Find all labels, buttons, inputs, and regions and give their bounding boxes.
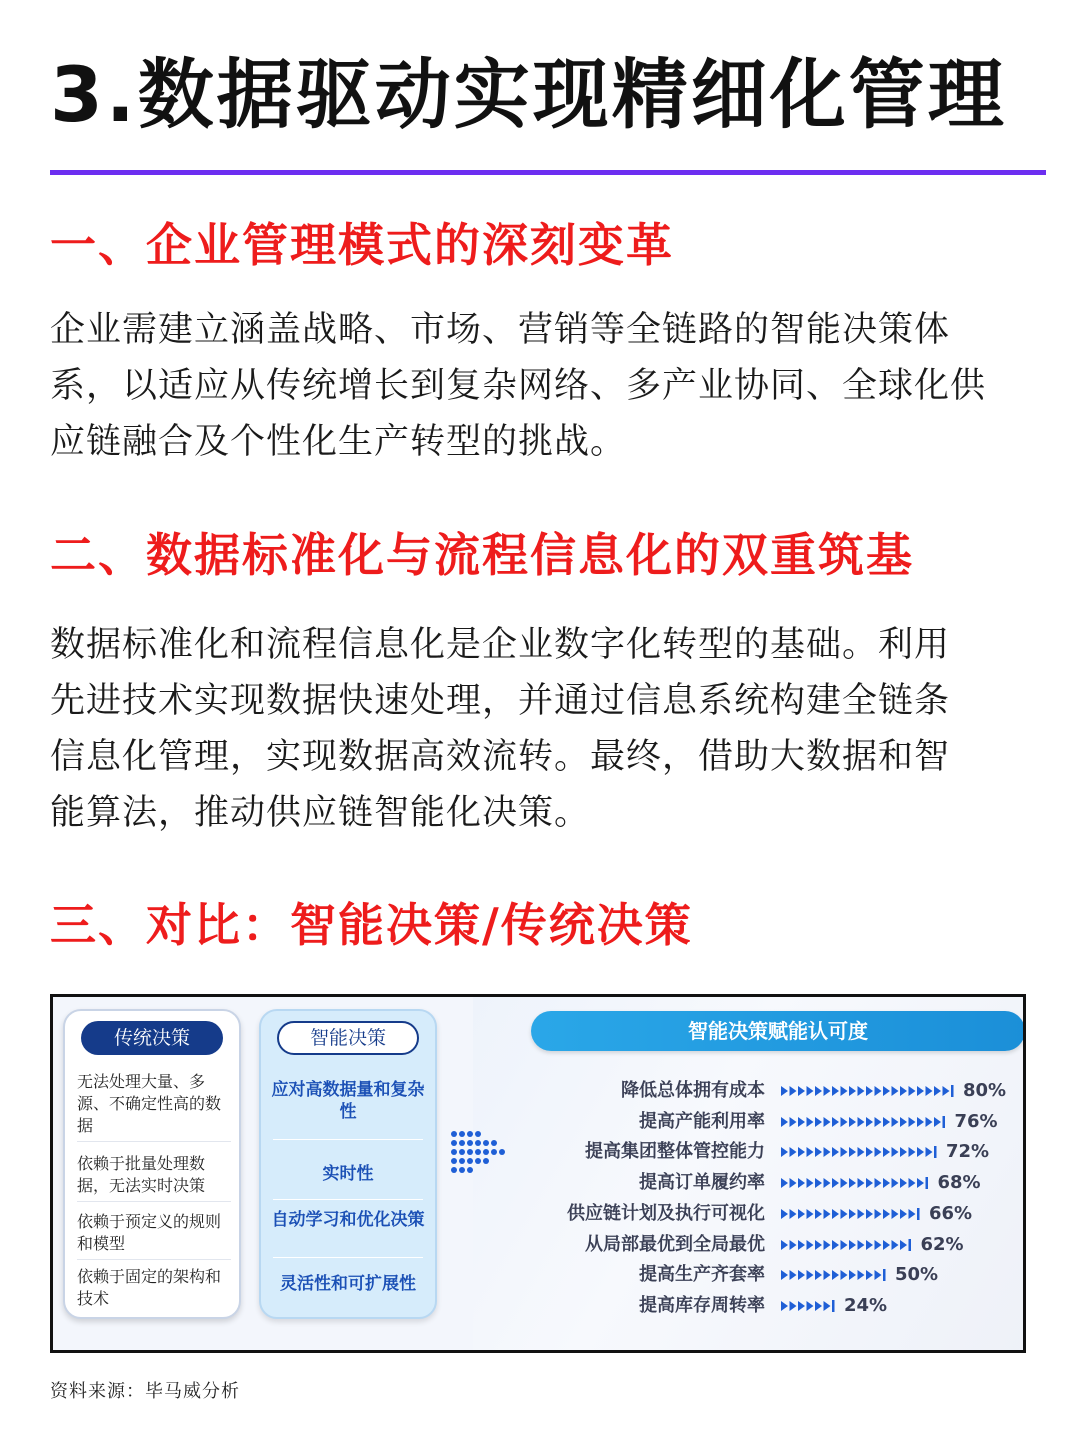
paragraph-line: 数据标准化和流程信息化是企业数字化转型的基础。利用 bbox=[50, 625, 951, 665]
bar-category-label: 降低总体拥有成本 bbox=[621, 1080, 765, 1101]
section-heading-3: 三、对比：智能决策/传统决策 bbox=[50, 898, 693, 952]
smart-divider bbox=[273, 1199, 423, 1200]
paragraph-line: 应链融合及个性化生产转型的挑战。 bbox=[50, 422, 627, 462]
dotted-arrow-icon bbox=[448, 1117, 512, 1189]
bar-value-label: 80% bbox=[963, 1080, 1007, 1101]
paragraph-line: 能算法，推动供应链智能化决策。 bbox=[50, 793, 591, 833]
bar bbox=[781, 1079, 959, 1103]
bar-category-label: 提高产能利用率 bbox=[639, 1110, 765, 1132]
arrow-dot bbox=[491, 1140, 497, 1146]
bar bbox=[781, 1140, 942, 1164]
bar-value-label: 72% bbox=[946, 1141, 990, 1163]
arrow-dot bbox=[459, 1158, 465, 1164]
arrow-dot bbox=[459, 1140, 465, 1146]
bar-value-label: 76% bbox=[954, 1110, 998, 1132]
arrow-dot bbox=[451, 1140, 457, 1146]
paragraph-line: 信息化管理，实现数据高效流转。最终，借助大数据和智 bbox=[50, 737, 951, 777]
bar-value-label: 68% bbox=[937, 1172, 981, 1194]
traditional-item: 依赖于预定义的规则和模型 bbox=[77, 1211, 231, 1260]
bar bbox=[781, 1294, 839, 1318]
arrow-dot bbox=[459, 1149, 465, 1155]
arrow-dot bbox=[475, 1149, 481, 1155]
bar-category-label: 提高订单履约率 bbox=[639, 1172, 765, 1194]
arrow-dot bbox=[467, 1149, 473, 1155]
bar-value-label: 50% bbox=[895, 1264, 939, 1286]
section-heading-1: 一、企业管理模式的深刻变革 bbox=[50, 218, 674, 272]
bar-category-label: 供应链计划及执行可视化 bbox=[567, 1202, 765, 1224]
arrow-dot bbox=[451, 1167, 457, 1173]
smart-item: 自动学习和优化决策 bbox=[271, 1210, 425, 1230]
smart-divider bbox=[273, 1257, 423, 1258]
bar bbox=[781, 1263, 895, 1287]
traditional-item: 依赖于批量处理数据，无法实时决策 bbox=[77, 1153, 231, 1202]
bar-value-label: 24% bbox=[844, 1294, 888, 1316]
bar bbox=[781, 1202, 929, 1226]
arrow-dot bbox=[459, 1167, 465, 1173]
paragraph-line: 企业需建立涵盖战略、市场、营销等全链路的智能决策体 bbox=[50, 310, 951, 350]
arrow-dot bbox=[451, 1149, 457, 1155]
arrow-dot bbox=[483, 1140, 489, 1146]
smart-decision-card bbox=[259, 1009, 437, 1319]
paragraph-line: 先进技术实现数据快速处理，并通过信息系统构建全链条 bbox=[50, 681, 951, 721]
arrow-dot bbox=[491, 1149, 497, 1155]
arrow-dot bbox=[451, 1131, 457, 1137]
arrow-dot bbox=[499, 1149, 505, 1155]
traditional-decision-card bbox=[63, 1009, 241, 1319]
arrow-dot bbox=[483, 1158, 489, 1164]
title-divider bbox=[50, 170, 1046, 175]
arrow-dot bbox=[475, 1140, 481, 1146]
traditional-label: 传统决策 bbox=[81, 1021, 223, 1055]
bar bbox=[781, 1110, 951, 1134]
smart-divider bbox=[273, 1139, 423, 1140]
chart-title: 智能决策赋能认可度 bbox=[531, 1011, 1025, 1051]
arrow-dot bbox=[467, 1167, 473, 1173]
smart-item: 实时性 bbox=[322, 1164, 374, 1184]
traditional-item: 无法处理大量、多源、不确定性高的数据 bbox=[77, 1071, 231, 1142]
section-2-paragraph bbox=[50, 617, 1040, 841]
bar-value-label: 62% bbox=[920, 1233, 964, 1255]
smart-label: 智能决策 bbox=[277, 1021, 419, 1055]
section-heading-2: 二、数据标准化与流程信息化的双重筑基 bbox=[50, 528, 914, 582]
section-1-paragraph bbox=[50, 302, 1040, 470]
bar-category-label: 提高集团整体管控能力 bbox=[585, 1141, 765, 1163]
comparison-figure bbox=[50, 994, 1026, 1353]
arrow-dot bbox=[467, 1131, 473, 1137]
source-note: 资料来源：毕马威分析 bbox=[50, 1381, 240, 1402]
traditional-item: 依赖于固定的架构和技术 bbox=[77, 1267, 222, 1308]
bar bbox=[781, 1233, 921, 1257]
bar-category-label: 从局部最优到全局最优 bbox=[585, 1233, 765, 1255]
arrow-dot bbox=[459, 1131, 465, 1137]
page-title: 3.数据驱动实现精细化管理 bbox=[50, 50, 1007, 139]
arrow-dot bbox=[451, 1158, 457, 1164]
bar-category-label: 提高生产齐套率 bbox=[639, 1264, 765, 1286]
bar-value-label: 66% bbox=[929, 1202, 973, 1224]
arrow-dot bbox=[475, 1131, 481, 1137]
smart-item: 应对高数据量和复杂性 bbox=[271, 1080, 425, 1122]
arrow-dot bbox=[467, 1158, 473, 1164]
bar-category-label: 提高库存周转率 bbox=[639, 1294, 765, 1316]
paragraph-line: 系，以适应从传统增长到复杂网络、多产业协同、全球化供 bbox=[50, 366, 987, 406]
bar bbox=[781, 1171, 934, 1195]
arrow-dot bbox=[475, 1158, 481, 1164]
arrow-dot bbox=[467, 1140, 473, 1146]
smart-item: 灵活性和可扩展性 bbox=[280, 1274, 416, 1294]
arrow-dot bbox=[483, 1149, 489, 1155]
